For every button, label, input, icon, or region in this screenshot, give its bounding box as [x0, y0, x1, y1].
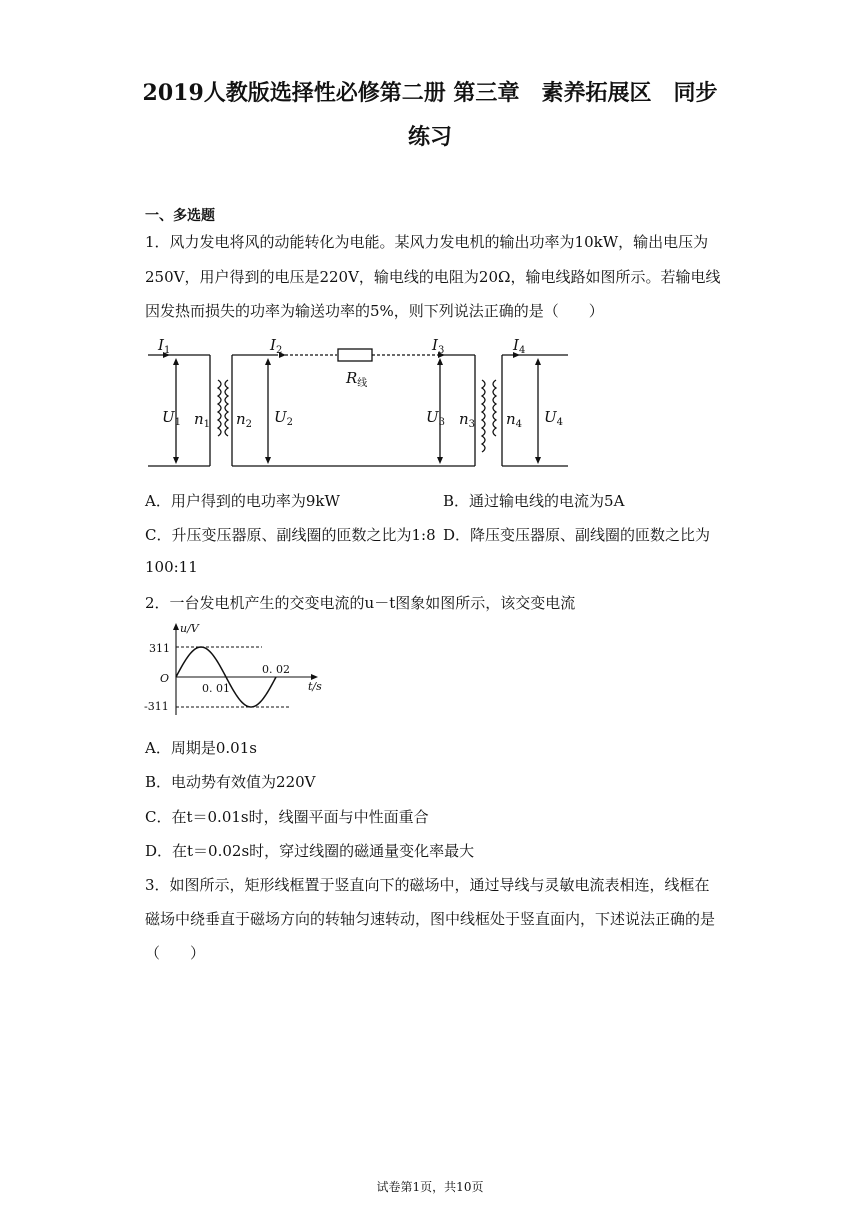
q1-option-a: A．用户得到的电功率为9kW — [145, 492, 340, 510]
label-I2: $I_2$ — [270, 336, 283, 356]
label-n4: $n_4$ — [506, 410, 523, 430]
q2-option-b: B．电动势有效值为220V — [145, 773, 316, 791]
q1-option-d-continued: 100:11 — [145, 558, 198, 576]
chart-ymin-label: -311 — [144, 700, 169, 713]
q1-option-c: C．升压变压器原、副线圈的匝数之比为1:8 — [145, 526, 436, 544]
label-U1: $U_1$ — [162, 408, 182, 428]
u-t-chart — [140, 620, 340, 720]
q2-option-d: D．在t＝0.02s时，穿过线圈的磁通量变化率最大 — [145, 842, 475, 860]
label-U3: $U_3$ — [426, 408, 446, 428]
q1-stem-line3: 因发热而损失的功率为输送功率的5%，则下列说法正确的是（ ） — [145, 302, 604, 320]
chart-ylabel: u/V — [180, 622, 199, 635]
label-R-line: $R_线$ — [346, 369, 368, 389]
label-U4: $U_4$ — [544, 408, 564, 428]
q1-stem-line1: 1．风力发电将风的动能转化为电能。某风力发电机的输出功率为10kW，输出电压为 — [145, 233, 709, 251]
page-footer: 试卷第1页，共10页 — [376, 1180, 484, 1194]
q1-stem-line2: 250V，用户得到的电压是220V，输电线的电阻为20Ω，输电线路如图所示。若输电线 — [145, 268, 721, 286]
q1-option-b: B．通过输电线的电流为5A — [443, 492, 625, 510]
page-title-line1: 2019人教版选择性必修第二册 第三章 素养拓展区 同步 — [142, 80, 718, 106]
label-I3: $I_3$ — [432, 336, 445, 356]
label-I4: $I_4$ — [513, 336, 526, 356]
label-U2: $U_2$ — [274, 408, 294, 428]
chart-origin: O — [160, 672, 170, 685]
chart-ymax-label: 311 — [149, 642, 170, 655]
chart-xlabel: t/s — [308, 680, 322, 693]
page-title-line2: 练习 — [407, 124, 452, 150]
transmission-circuit-diagram — [140, 330, 580, 475]
q2-stem: 2．一台发电机产生的交变电流的u－t图象如图所示，该交变电流 — [145, 594, 576, 612]
q3-stem-line1: 3．如图所示，矩形线框置于竖直向下的磁场中，通过导线与灵敏电流表相连，线框在 — [145, 876, 710, 894]
q3-stem-line3: （ ） — [145, 944, 206, 962]
chart-x2-label: 0. 02 — [262, 663, 290, 676]
q1-option-d: D．降压变压器原、副线圈的匝数之比为 — [443, 526, 711, 544]
label-n2: $n_2$ — [236, 410, 253, 430]
label-n3: $n_3$ — [459, 410, 476, 430]
chart-x1-label: 0. 01 — [202, 682, 230, 695]
label-I1: $I_1$ — [158, 336, 171, 356]
q2-option-c: C．在t＝0.01s时，线圈平面与中性面重合 — [145, 808, 429, 826]
section-heading: 一、多选题 — [145, 208, 215, 224]
q2-option-a: A．周期是0.01s — [145, 739, 257, 757]
q3-stem-line2: 磁场中绕垂直于磁场方向的转轴匀速转动，图中线框处于竖直面内，下述说法正确的是 — [145, 910, 716, 928]
label-n1: $n_1$ — [194, 410, 211, 430]
